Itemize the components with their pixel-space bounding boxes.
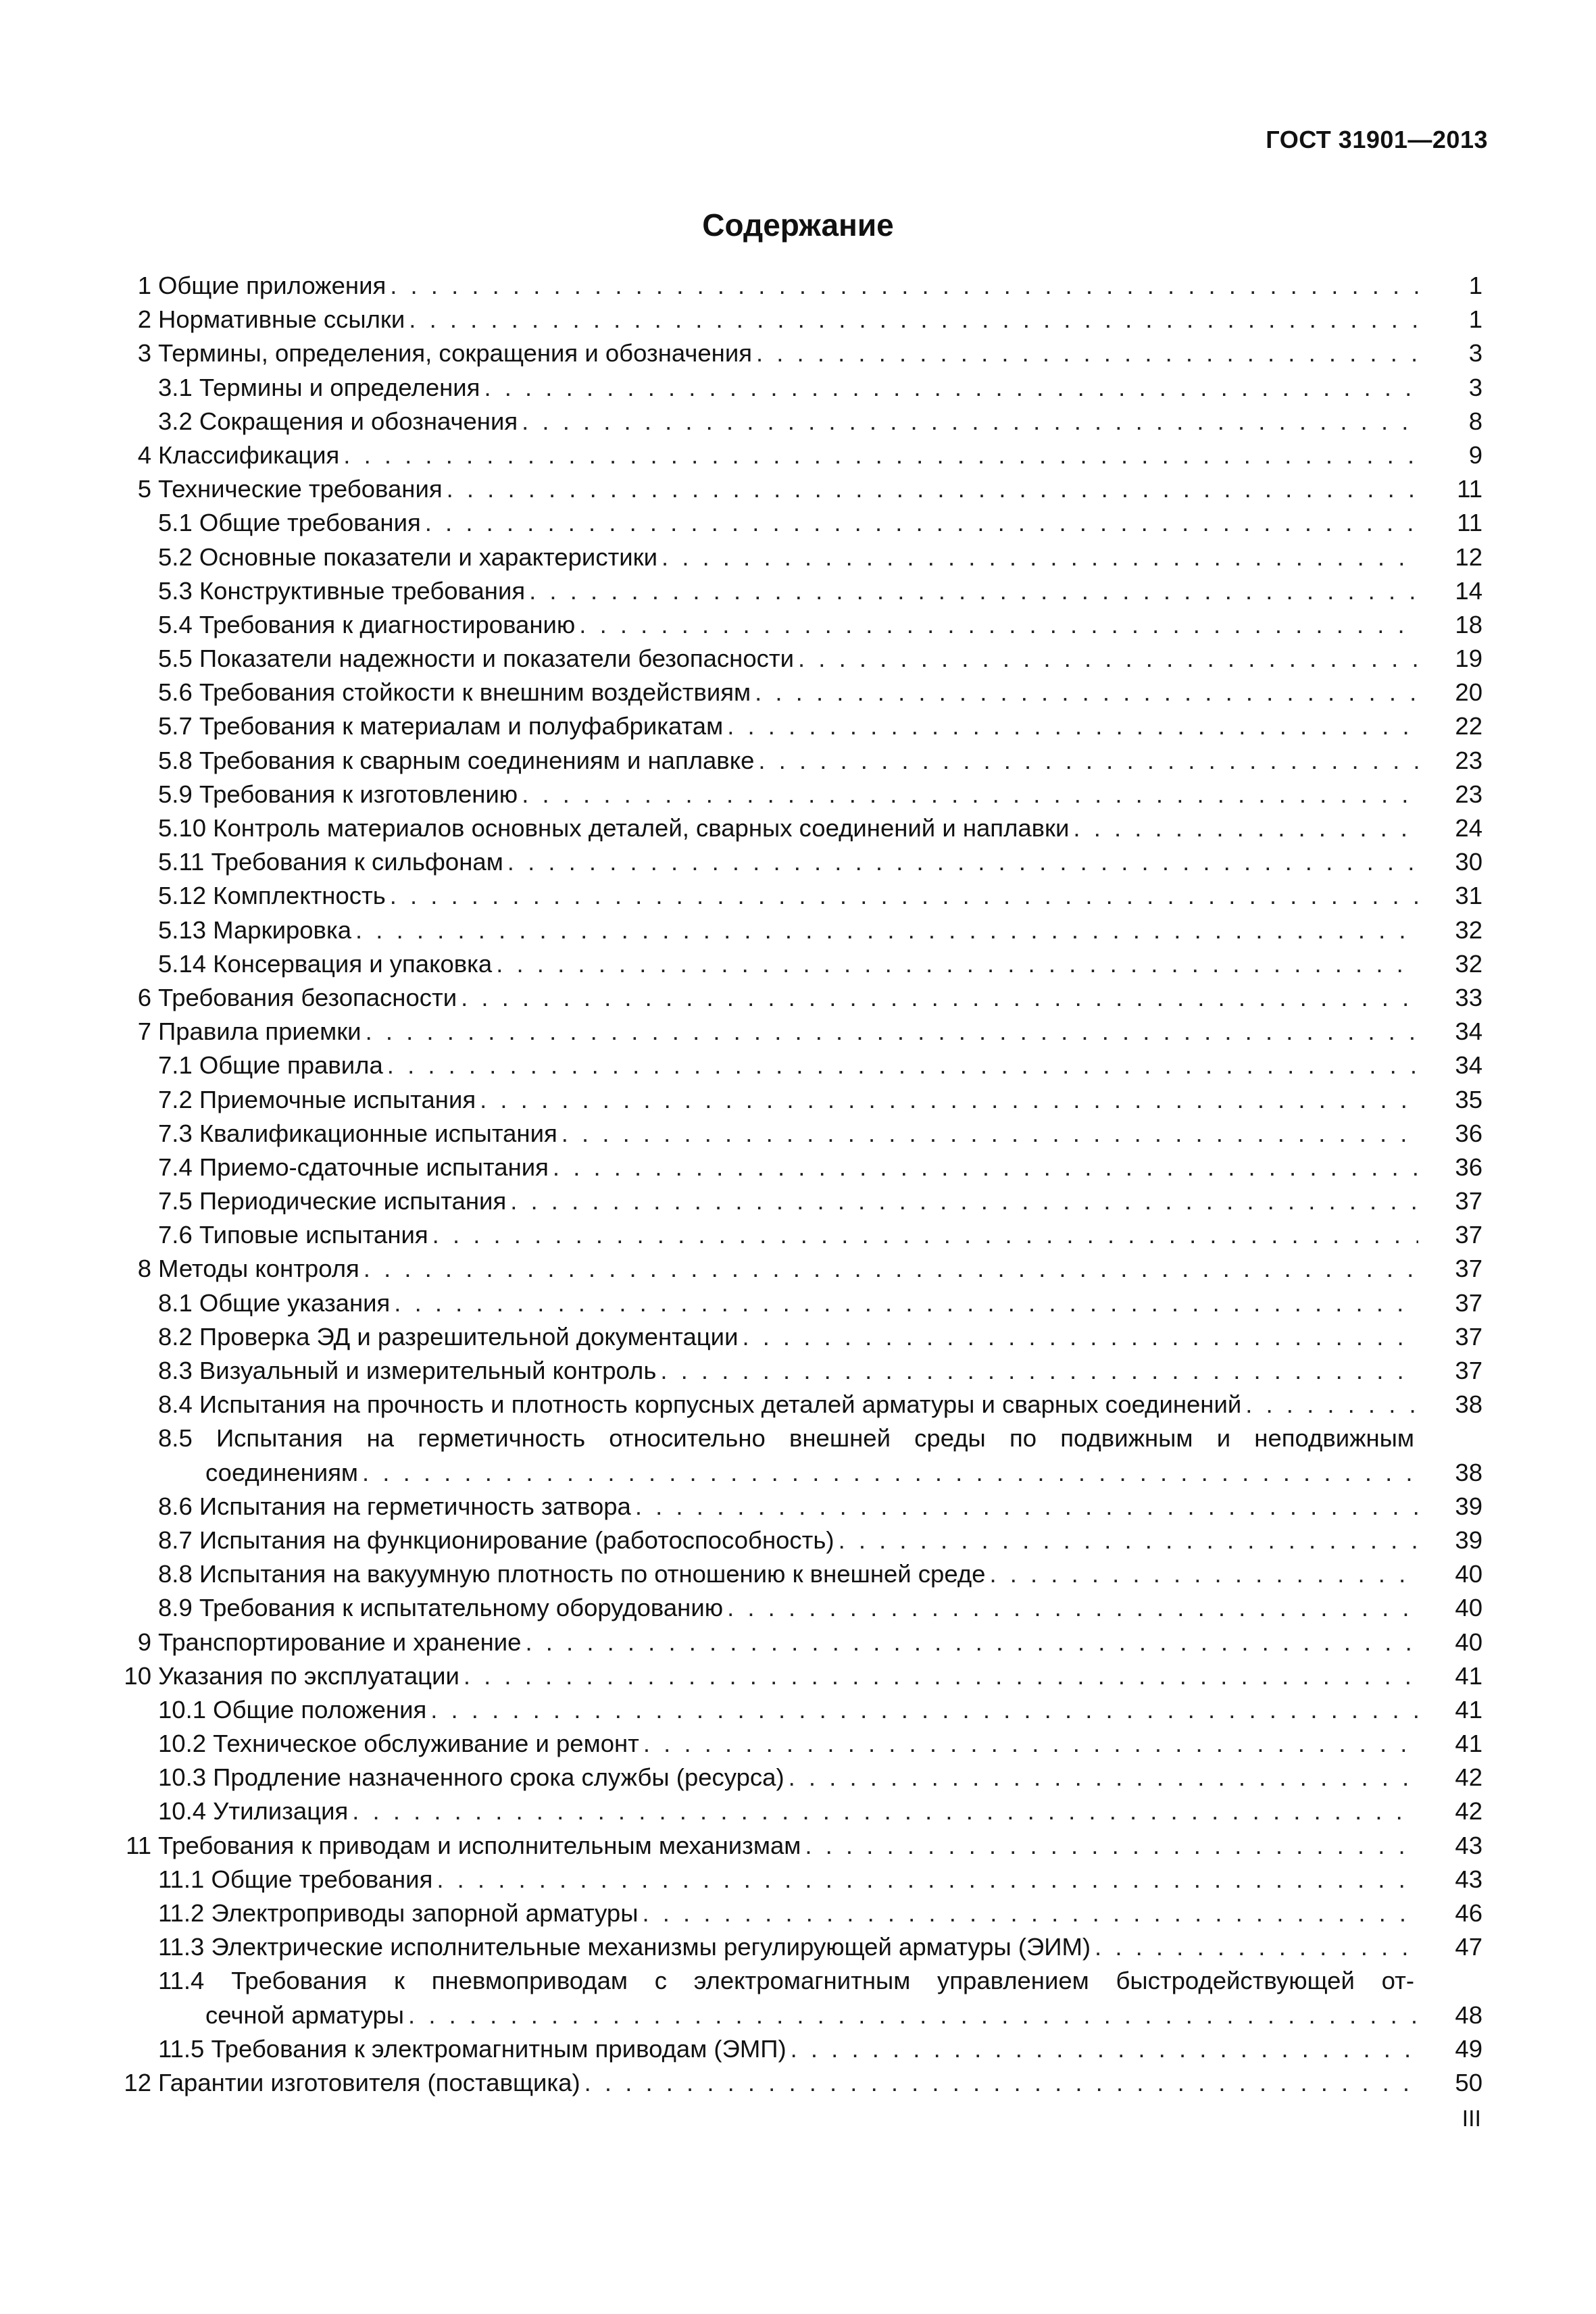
toc-entry-page: 32 (1455, 949, 1482, 978)
toc-entry-label: 8.9 Требования к испытательному оборудованию (158, 1594, 724, 1622)
toc-entry[interactable] (118, 879, 1482, 913)
toc-entry[interactable] (118, 1218, 1482, 1252)
toc-entry-page: 34 (1455, 1051, 1482, 1080)
toc-entry[interactable] (118, 1761, 1482, 1794)
toc-entry-number: 8 (137, 1255, 151, 1283)
dot-leader (635, 1490, 1418, 1524)
toc-entry[interactable] (118, 845, 1482, 879)
toc-entry-label: 8.7 Испытания на функционирование (работоспособность) (158, 1526, 834, 1554)
toc-entry-page: 40 (1455, 1560, 1482, 1588)
toc-entry-page: 11 (1457, 475, 1482, 503)
dot-leader (553, 1151, 1418, 1184)
toc-entry-page: 48 (1455, 2001, 1482, 2029)
toc-entry-label: 7.6 Типовые испытания (158, 1221, 428, 1249)
toc-entry[interactable] (118, 1490, 1482, 1524)
dot-leader (643, 1727, 1418, 1761)
toc-entry[interactable] (118, 1083, 1482, 1117)
toc-entry[interactable] (118, 574, 1482, 608)
toc-entry-label: Методы контроля (158, 1255, 359, 1283)
toc-entry-page: 1 (1468, 272, 1482, 299)
dot-leader (366, 1015, 1418, 1049)
toc-entry[interactable] (118, 1591, 1482, 1625)
toc-entry-page: 30 (1455, 848, 1482, 876)
toc-entry-number: 4 (137, 441, 151, 469)
toc-entry-label: Общие приложения (158, 272, 386, 299)
toc-entry-page: 3 (1468, 373, 1482, 401)
dot-leader (1245, 1388, 1418, 1422)
dot-leader (496, 947, 1418, 981)
toc-entry-page: 43 (1455, 1831, 1482, 1859)
toc-entry-label: 5.4 Требования к диагностированию (158, 610, 576, 638)
dot-leader (791, 2032, 1418, 2066)
toc-entry-label: 8.6 Испытания на герметичность затвора (158, 1492, 631, 1520)
toc-entry-label: 7.4 Приемо-сдаточные испытания (158, 1153, 549, 1181)
dot-leader (447, 472, 1418, 506)
toc-entry[interactable] (118, 1422, 1482, 1455)
dot-leader (362, 1456, 1418, 1490)
dot-leader (755, 676, 1418, 709)
toc-entry-label: 10.4 Утилизация (158, 1797, 349, 1826)
toc-entry-label: 7.3 Квалификационные испытания (158, 1119, 557, 1147)
document-code: ГОСТ 31901—2013 (1266, 126, 1488, 153)
toc-entry-label: Транспортирование и хранение (158, 1628, 522, 1656)
dot-leader (756, 336, 1418, 370)
toc-entry-label: соединениям (205, 1458, 359, 1486)
toc-entry[interactable] (118, 1829, 1482, 1863)
toc-entry[interactable] (118, 371, 1482, 405)
toc-entry-page: 35 (1455, 1085, 1482, 1113)
dot-leader (480, 1083, 1418, 1117)
toc-entry[interactable] (118, 1727, 1482, 1761)
dot-leader (352, 1794, 1418, 1828)
toc-entry-label: 11.4 Требования к пневмоприводам с электромагнитным управлением быстродействующей от- (158, 1967, 1414, 1995)
toc-entry-label: 7.5 Периодические испытания (158, 1187, 507, 1215)
dot-leader (425, 506, 1418, 540)
toc-entry-label: 8.4 Испытания на прочность и плотность корпусных деталей арматуры и сварных соединений (158, 1390, 1242, 1419)
toc-entry-label: 8.2 Проверка ЭД и разрешительной документации (158, 1322, 739, 1351)
dot-leader (522, 405, 1418, 438)
toc-entry-label: 5.7 Требования к материалам и полуфабрикатам (158, 712, 724, 740)
toc-entry-page: 1 (1468, 305, 1482, 334)
toc-entry-label: 10.3 Продление назначенного срока службы (ресурса) (158, 1763, 784, 1792)
dot-leader (742, 1320, 1418, 1354)
toc-entry-label: 11.2 Электроприводы запорной арматуры (158, 1899, 639, 1927)
toc-entry[interactable] (118, 642, 1482, 676)
toc-entry-number: 2 (137, 305, 151, 334)
toc-entry-label: 7.1 Общие правила (158, 1051, 383, 1080)
toc-entry-label: 5.11 Требования к сильфонам (158, 848, 503, 876)
toc-entry[interactable] (118, 1354, 1482, 1388)
toc-entry-page: 40 (1455, 1628, 1482, 1656)
toc-entry-label: 5.13 Маркировка (158, 915, 352, 944)
toc-entry-label: 5.8 Требования к сварным соединениям и наплавке (158, 746, 755, 774)
dot-leader (758, 744, 1418, 778)
dot-leader (507, 845, 1418, 879)
toc-entry[interactable] (118, 1524, 1482, 1557)
toc-entry-label: сечной арматуры (205, 2001, 405, 2029)
toc-entry-page: 37 (1455, 1187, 1482, 1215)
dot-leader (390, 879, 1418, 913)
toc-entry[interactable] (118, 1388, 1482, 1422)
toc-entry-number: 10 (124, 1661, 151, 1690)
toc-entry[interactable] (118, 303, 1482, 336)
toc-entry-label: Термины, определения, сокращения и обозначения (158, 339, 752, 368)
toc-entry[interactable] (118, 1998, 1482, 2032)
toc-entry[interactable] (118, 913, 1482, 947)
dot-leader (510, 1184, 1418, 1218)
toc-entry-label: Технические требования (158, 475, 443, 503)
dot-leader (525, 1626, 1418, 1659)
toc-entry-page: 23 (1455, 780, 1482, 808)
toc-entry-page: 12 (1455, 543, 1482, 571)
dot-leader (430, 1693, 1418, 1727)
toc-entry[interactable] (118, 947, 1482, 981)
toc-entry-page: 37 (1455, 1322, 1482, 1351)
toc-entry-number: 5 (137, 475, 151, 503)
toc-entry-page: 22 (1455, 712, 1482, 740)
toc-entry[interactable] (118, 1286, 1482, 1320)
toc-entry-page: 41 (1455, 1730, 1482, 1758)
toc-entry-label: Классификация (158, 441, 340, 469)
toc-entry[interactable] (118, 1184, 1482, 1218)
toc-entry-page: 24 (1455, 814, 1482, 842)
dot-leader (432, 1218, 1418, 1252)
dot-leader (364, 1252, 1418, 1286)
toc-entry[interactable] (118, 981, 1482, 1015)
toc-entry-label: 5.3 Конструктивные требования (158, 576, 526, 605)
toc-entry[interactable] (118, 1151, 1482, 1184)
toc-entry-page: 43 (1455, 1865, 1482, 1893)
toc-entry-label: Правила приемки (158, 1017, 361, 1046)
toc-entry-page: 23 (1455, 746, 1482, 774)
dot-leader (989, 1557, 1418, 1591)
dot-leader (584, 2066, 1418, 2100)
toc-entry-page: 34 (1455, 1017, 1482, 1046)
toc-entry-page: 41 (1455, 1695, 1482, 1724)
toc-entry[interactable] (118, 2032, 1482, 2066)
toc-entry-label: 8.8 Испытания на вакуумную плотность по отношению к внешней среде (158, 1560, 986, 1588)
toc-entry-page: 37 (1455, 1255, 1482, 1283)
toc-entry[interactable] (118, 1117, 1482, 1151)
toc-entry[interactable] (118, 2066, 1482, 2100)
dot-leader (343, 438, 1418, 472)
dot-leader (522, 778, 1418, 811)
toc-entry-page: 36 (1455, 1119, 1482, 1147)
dot-leader (484, 371, 1418, 405)
toc-entry-page: 9 (1468, 441, 1482, 469)
toc-entry-page: 14 (1455, 576, 1482, 605)
toc-entry-page: 20 (1455, 678, 1482, 707)
toc-entry-number: 1 (137, 272, 151, 299)
dot-leader (798, 642, 1418, 676)
toc-entry-page: 39 (1455, 1492, 1482, 1520)
toc-entry-page: 33 (1455, 983, 1482, 1011)
toc-entry-page: 37 (1455, 1357, 1482, 1384)
toc-entry-page: 19 (1455, 645, 1482, 673)
toc-entry-page: 50 (1455, 2068, 1482, 2096)
toc-entry[interactable] (118, 1964, 1482, 1998)
dot-leader (579, 608, 1418, 642)
dot-leader (394, 1286, 1418, 1320)
toc-entry[interactable] (118, 608, 1482, 642)
toc-entry[interactable] (118, 1930, 1482, 1964)
dot-leader (662, 540, 1418, 574)
toc-entry-label: 7.2 Приемочные испытания (158, 1085, 476, 1113)
dot-leader (355, 913, 1418, 947)
toc-entry-label: 5.9 Требования к изготовлению (158, 780, 518, 808)
toc-entry-number: 6 (137, 983, 151, 1011)
toc-entry-label: Требования к приводам и исполнительным механизмам (158, 1831, 801, 1859)
toc-entry-label: 3.2 Сокращения и обозначения (158, 407, 518, 435)
toc-entry-number: 11 (126, 1831, 151, 1859)
toc-entry[interactable] (118, 405, 1482, 438)
dot-leader (642, 1896, 1418, 1930)
toc-entry-page: 40 (1455, 1594, 1482, 1622)
dot-leader (464, 1659, 1418, 1693)
toc-entry-number: 7 (137, 1017, 151, 1046)
toc-entry-label: 5.12 Комплектность (158, 882, 386, 910)
toc-entry[interactable] (118, 506, 1482, 540)
toc-entry-label: 8.3 Визуальный и измерительный контроль (158, 1357, 657, 1384)
toc-entry-page: 18 (1455, 610, 1482, 638)
toc-entry[interactable] (118, 1693, 1482, 1727)
dot-leader (461, 981, 1418, 1015)
toc-entry-page: 3 (1468, 339, 1482, 368)
toc-entry-page: 46 (1455, 1899, 1482, 1927)
toc-entry-label: 10.1 Общие положения (158, 1695, 427, 1724)
toc-entry-label: 11.5 Требования к электромагнитным приводам (ЭМП) (158, 2034, 787, 2063)
toc-entry[interactable] (118, 1626, 1482, 1659)
toc-entry-label: 5.6 Требования стойкости к внешним воздействиям (158, 678, 751, 707)
dot-leader (408, 1998, 1418, 2032)
toc-entry[interactable] (118, 1557, 1482, 1591)
dot-leader (805, 1829, 1418, 1863)
toc-entry-page: 49 (1455, 2034, 1482, 2063)
page-number: III (1462, 2106, 1481, 2132)
dot-leader (1095, 1930, 1418, 1964)
dot-leader (727, 1591, 1418, 1625)
toc-entry-label: 5.10 Контроль материалов основных деталей, сварных соединений и наплавки (158, 814, 1070, 842)
dot-leader (660, 1354, 1418, 1388)
dot-leader (437, 1863, 1418, 1896)
toc-entry[interactable] (118, 778, 1482, 811)
toc-entry[interactable] (118, 1456, 1482, 1490)
toc-entry-page: 38 (1455, 1458, 1482, 1486)
toc-entry-label: Указания по эксплуатации (158, 1661, 459, 1690)
toc-entry-page: 41 (1455, 1661, 1482, 1690)
dot-leader (387, 1049, 1418, 1082)
toc-entry-label: 8.1 Общие указания (158, 1288, 391, 1317)
toc-entry-label: 5.1 Общие требования (158, 509, 421, 537)
toc-entry[interactable] (118, 1252, 1482, 1286)
toc-entry-label: 11.3 Электрические исполнительные механизмы регулирующей арматуры (ЭИМ) (158, 1933, 1091, 1961)
toc-entry[interactable] (118, 1863, 1482, 1896)
toc-entry-page: 36 (1455, 1153, 1482, 1181)
toc-entry-label: Требования безопасности (158, 983, 457, 1011)
toc-entry-page: 32 (1455, 915, 1482, 944)
toc-entry-page: 39 (1455, 1526, 1482, 1554)
toc-entry-number: 12 (124, 2068, 151, 2096)
toc-entry[interactable] (118, 1794, 1482, 1828)
toc-entry-label: Гарантии изготовителя (поставщика) (158, 2068, 580, 2096)
toc-entry-label: 3.1 Термины и определения (158, 373, 480, 401)
toc-entry[interactable] (118, 1659, 1482, 1693)
toc-entry-page: 38 (1455, 1390, 1482, 1419)
toc-entry[interactable] (118, 676, 1482, 709)
toc-entry-page: 42 (1455, 1763, 1482, 1792)
toc-entry-page: 47 (1455, 1933, 1482, 1961)
dot-leader (409, 303, 1418, 336)
dot-leader (529, 574, 1418, 608)
toc-entry-label: Нормативные ссылки (158, 305, 405, 334)
toc-entry-page: 11 (1457, 509, 1482, 537)
toc-entry[interactable] (118, 744, 1482, 778)
dot-leader (727, 709, 1418, 743)
toc-entry-label: 8.5 Испытания на герметичность относительно внешней среды по подвижным и неподвижным (158, 1424, 1414, 1453)
toc-entry[interactable] (118, 336, 1482, 370)
toc-entry[interactable] (118, 709, 1482, 743)
toc-entry[interactable] (118, 540, 1482, 574)
toc-entry[interactable] (118, 1015, 1482, 1049)
dot-leader (390, 269, 1418, 303)
toc-entry-label: 5.2 Основные показатели и характеристики (158, 543, 658, 571)
table-of-contents (118, 269, 1482, 2100)
page-title: Содержание (702, 207, 894, 243)
toc-entry-label: 5.14 Консервация и упаковка (158, 949, 493, 978)
toc-entry-label: 10.2 Техническое обслуживание и ремонт (158, 1730, 639, 1758)
toc-entry[interactable] (118, 269, 1482, 303)
toc-entry-number: 3 (137, 339, 151, 368)
toc-entry-number: 9 (137, 1628, 151, 1656)
toc-entry-label: 5.5 Показатели надежности и показатели безопасности (158, 645, 794, 673)
toc-entry[interactable] (118, 438, 1482, 472)
dot-leader (789, 1761, 1418, 1794)
toc-entry[interactable] (118, 1049, 1482, 1082)
dot-leader (562, 1117, 1418, 1151)
toc-entry[interactable] (118, 811, 1482, 845)
dot-leader (1073, 811, 1418, 845)
toc-entry-page: 31 (1455, 882, 1482, 910)
toc-entry[interactable] (118, 472, 1482, 506)
toc-entry-page: 37 (1455, 1288, 1482, 1317)
toc-entry[interactable] (118, 1896, 1482, 1930)
toc-entry-label: 11.1 Общие требования (158, 1865, 433, 1893)
toc-entry-page: 8 (1468, 407, 1482, 435)
toc-entry-page: 42 (1455, 1797, 1482, 1826)
dot-leader (839, 1524, 1418, 1557)
toc-entry[interactable] (118, 1320, 1482, 1354)
toc-entry-page: 37 (1455, 1221, 1482, 1249)
